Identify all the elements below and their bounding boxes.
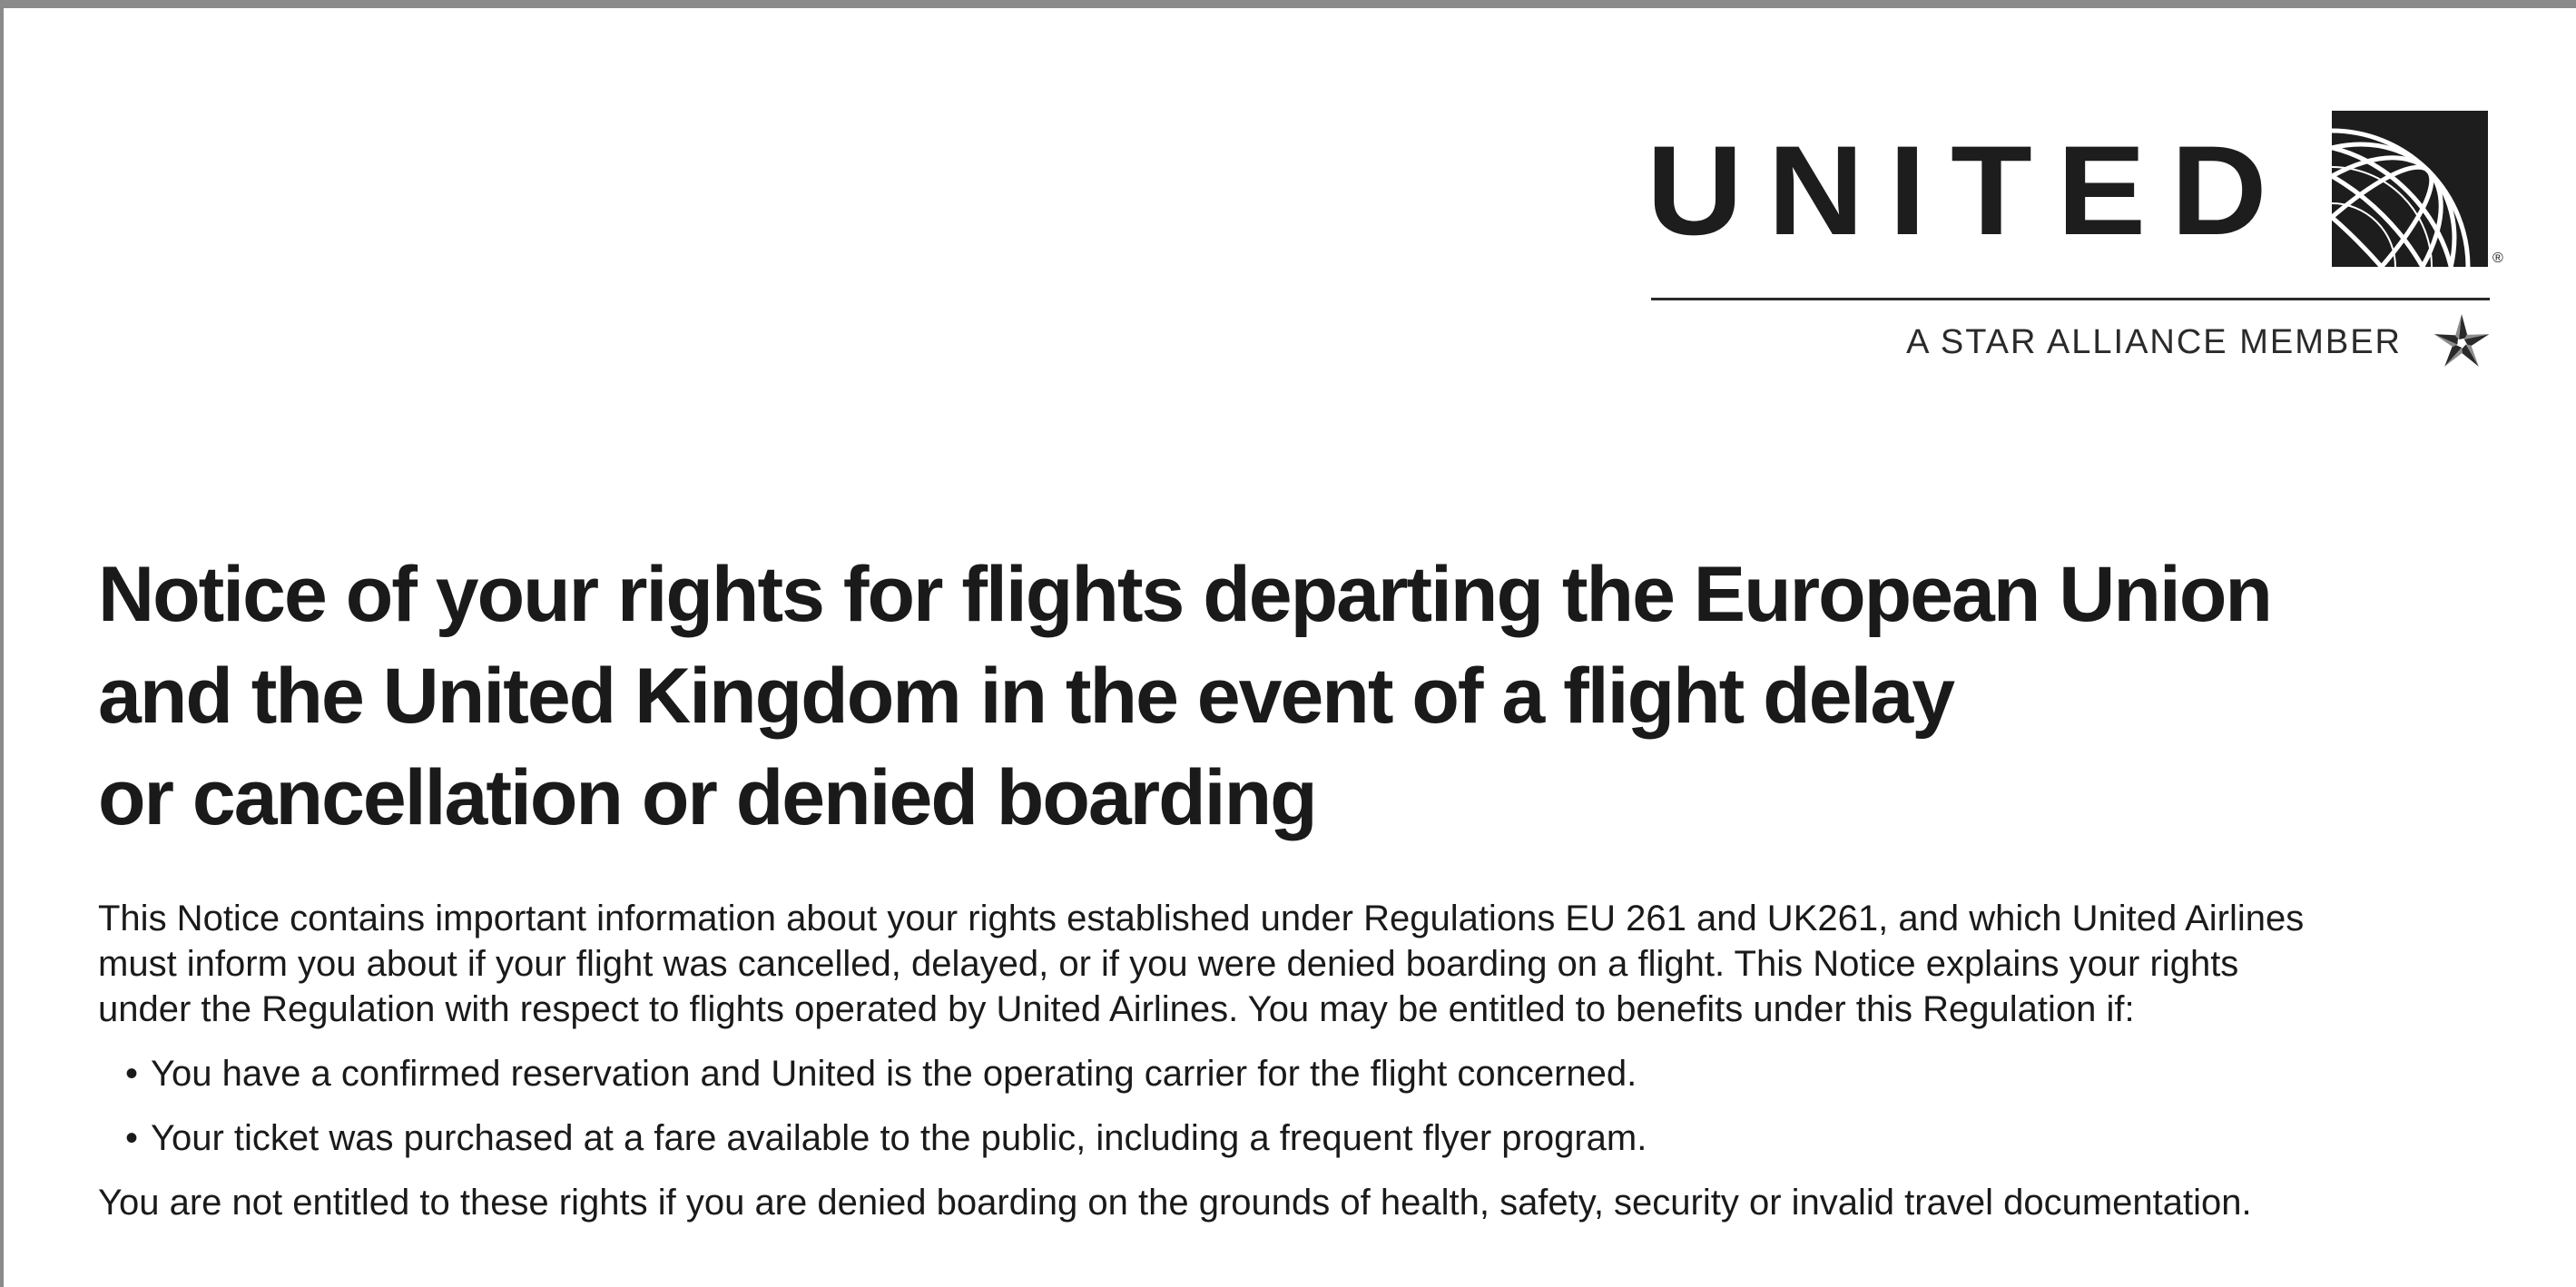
bullet-icon: •: [125, 1054, 139, 1094]
eligibility-list: [98, 1051, 2549, 1161]
list-item: [98, 1051, 2549, 1096]
page-title: [98, 544, 2503, 849]
united-wordmark: UNITED: [1647, 119, 2292, 261]
bullet-icon: •: [125, 1118, 139, 1158]
intro-line-3: under the Regulation with respect to flights operated by United Airlines. You may be entitled to benefits under this Regulation if:: [98, 989, 2135, 1029]
list-item: [98, 1115, 2549, 1161]
exclusion-paragraph: You are not entitled to these rights if you are denied boarding on the grounds of health, safety, security or invalid travel documentation.: [98, 1183, 2252, 1223]
united-globe-icon: [2332, 111, 2488, 267]
list-item-text: You have a confirmed reservation and United is the operating carrier for the flight concerned.: [151, 1054, 1637, 1094]
intro-line-2: must inform you about if your flight was cancelled, delayed, or if you were denied boarding on a flight. This Notice explains your rights: [98, 944, 2239, 984]
list-item-text: Your ticket was purchased at a fare available to the public, including a frequent flyer program.: [151, 1118, 1647, 1158]
star-alliance-text: A STAR ALLIANCE MEMBER: [1906, 323, 2402, 361]
star-alliance-icon: [2429, 310, 2494, 376]
page-title-line-2: and the United Kingdom in the event of a flight delay: [98, 653, 1954, 740]
intro-paragraph: [98, 896, 2549, 1032]
logo-divider: [1651, 298, 2490, 300]
notice-body: [98, 896, 2549, 1225]
united-logo: [1647, 102, 2503, 383]
page-title-line-3: or cancellation or denied boarding: [98, 754, 1316, 841]
document-page: [4, 8, 2576, 1287]
registered-mark: ®: [2492, 251, 2503, 266]
page-title-line-1: Notice of your rights for flights departing the European Union: [98, 551, 2271, 638]
intro-line-1: This Notice contains important information about your rights established under Regulations EU 261 and UK261, and which United Airlines: [98, 899, 2305, 938]
